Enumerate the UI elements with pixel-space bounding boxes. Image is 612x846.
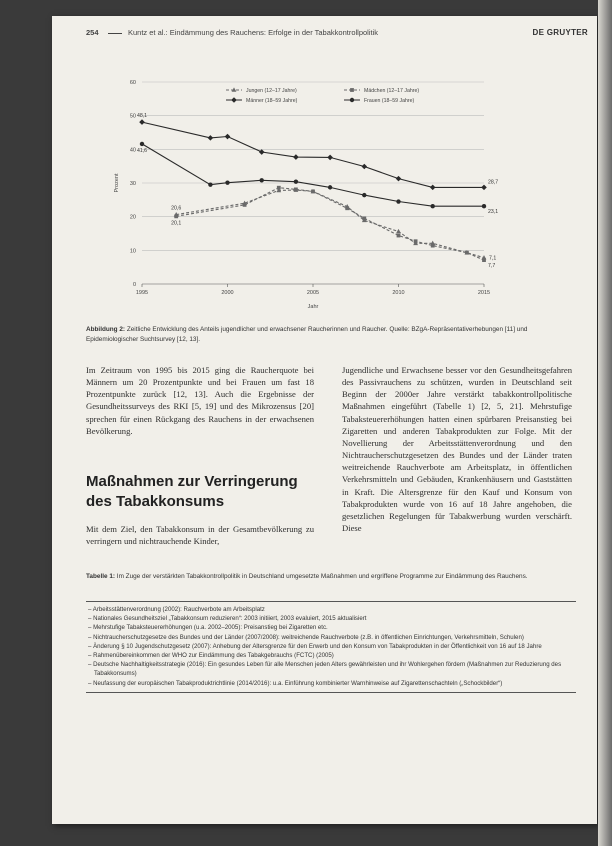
- data-point: [465, 251, 469, 255]
- series-line: [142, 144, 484, 206]
- figure-caption-label: Abbildung 2:: [86, 326, 126, 333]
- running-title: Kuntz et al.: Eindämmung des Rauchens: Erfolge in der Tabakkontrollpolitik: [128, 28, 379, 37]
- table-item: – Neufassung der europäischen Tabakproduktrichtlinie (2014/2016): u.a. Einführung kombinierter Warnhinweise auf Zigarettenschachteln („Schockbilder“): [86, 679, 576, 688]
- data-point: [482, 204, 486, 208]
- data-label: 23,1: [488, 209, 499, 216]
- table-caption-label: Tabelle 1:: [86, 573, 116, 580]
- table-item: – Deutsche Nachhaltigkeitsstrategie (2016): Ein gesundes Leben für alle Menschen jeden Alters gewährleisten und ihr Wohlergehen fördern (Maßnahmen zur Reduzierung des Tabakkonsums): [86, 660, 576, 678]
- legend-label: Männer (18–59 Jahre): [246, 98, 298, 104]
- data-label: 20,6: [171, 205, 182, 212]
- data-point: [260, 178, 264, 182]
- data-point: [140, 142, 144, 146]
- y-tick-label: 60: [129, 80, 136, 86]
- body-left-column-2: [86, 523, 314, 547]
- data-point: [396, 229, 401, 233]
- data-label: 48,1: [136, 113, 148, 120]
- data-label: 20,1: [171, 220, 182, 227]
- publisher-logo: DE GRUYTER: [532, 28, 588, 37]
- header-dash: [108, 33, 122, 34]
- data-point: [431, 204, 435, 208]
- data-point: [225, 180, 229, 184]
- table-item: – Änderung § 10 Jugendschutzgesetz (2007): Anhebung der Altersgrenze für den Erwerb und den Konsum von Tabakprodukten in der Öffentlichkeit von 16 auf 18 Jahre: [86, 642, 576, 651]
- book-page-edge: [598, 0, 612, 846]
- x-tick-label: 2010: [392, 290, 405, 296]
- data-point: [139, 119, 145, 125]
- data-point: [294, 179, 298, 183]
- data-point: [362, 164, 368, 170]
- line-chart: [76, 60, 499, 314]
- data-label: 7,1: [489, 255, 497, 262]
- data-point: [327, 155, 333, 161]
- x-tick-label: 2000: [221, 290, 234, 296]
- y-tick-label: 0: [132, 282, 136, 288]
- data-point: [208, 182, 212, 186]
- table-item: – Mehrstufige Tabaksteuererhöhungen (u.a. 2002–2005): Preisanstieg bei Zigaretten etc.: [86, 623, 576, 632]
- table-item: – Arbeitsstättenverordnung (2002): Rauchverbote am Arbeitsplatz: [86, 605, 576, 614]
- x-tick-label: 2015: [477, 290, 491, 296]
- measures-table: [86, 601, 576, 693]
- body-paragraph: Jugendliche und Erwachsene besser vor den Gesundheitsgefahren des Passivrauchens zu schützen, wurden in Deutschland seit Beginn der 2000er Jahre verstärkt tabakkontrollpolitische Maßnahmen eingeführt (Tabelle 1) [2, 5, 21]. Mehrstufige Tabaksteuererhöhungen hatten einen spürbaren Preisanstieg bei Zigaretten und anderen Tabakprodukten zur Folge. Mit der Novellierung der Arbeitsstättenverordnung und den Nichtraucherschutzgesetzen des Bundes und der Länder traten weitreichende Rauchverbote am Arbeitsplatz, in öffentlichen Verkehrsmitteln und Gebäuden, Krankenhäusern und Gaststätten in Kraft. Die Altersgrenze für den Kauf und Konsum von Tabakprodukten wurde von 16 auf 18 Jahre angehoben, die gesetzlichen Regelungen für Tabakwerbung wurden verschärft. Diese: [342, 365, 572, 534]
- body-left-column-1: [86, 364, 314, 437]
- body-paragraph: Mit dem Ziel, den Tabakkonsum in der Gesamtbevölkerung zu verringern und nichtrauchende Kinder,: [86, 524, 314, 547]
- data-point: [311, 190, 315, 194]
- data-point: [397, 234, 401, 238]
- x-axis-label: Jahr: [307, 304, 319, 310]
- series-line: [142, 122, 484, 187]
- data-point: [328, 185, 332, 189]
- data-point: [243, 203, 247, 207]
- data-point: [481, 185, 487, 191]
- data-point: [259, 149, 265, 155]
- y-tick-label: 20: [129, 214, 136, 221]
- legend-marker: [350, 88, 354, 92]
- table-caption: [86, 572, 576, 582]
- data-point: [414, 239, 418, 243]
- x-tick-label: 2005: [306, 290, 320, 296]
- data-point: [277, 186, 281, 190]
- y-tick-label: 30: [129, 181, 136, 187]
- body-paragraph: Im Zeitraum von 1995 bis 2015 ging die Raucherquote bei Männern um 20 Prozentpunkte und bei Frauen um fast 18 Prozentpunkte zurück [12, 13]. Auch die Ergebnisse der Gesundheitssurveys des RKI [5, 19] und des Mikrozensus [20] sprechen für einen Rückgang des Rauchens in der erwachsenen Bevölkerung.: [86, 365, 314, 436]
- data-point: [431, 244, 435, 248]
- figure-caption: [86, 325, 556, 344]
- data-point: [396, 199, 400, 203]
- figure-chart: [76, 60, 499, 314]
- y-tick-label: 50: [129, 113, 136, 120]
- data-point: [345, 206, 349, 210]
- table-caption-text: Im Zuge der verstärkten Tabakkontrollpolitik in Deutschland umgesetzte Maßnahmen und ergriffene Programme zur Eindämmung des Rauchens.: [116, 573, 528, 580]
- x-tick-label: 1995: [135, 290, 149, 296]
- y-tick-label: 10: [129, 248, 136, 255]
- table-item: – Nichtraucherschutzgesetze des Bundes und der Länder (2007/2008): weitreichende Rauchverbote (z.B. in öffentlichen Einrichtungen, Verkehrsmitteln, Schulen): [86, 633, 576, 642]
- page-number: 254: [86, 28, 99, 37]
- data-point: [430, 185, 436, 191]
- table-item: – Nationales Gesundheitsziel „Tabakkonsum reduzieren“: 2003 initiiert, 2003 evaluiert, 2015 aktualisiert: [86, 614, 576, 623]
- data-point: [293, 154, 299, 160]
- data-point: [208, 135, 214, 141]
- data-point: [482, 258, 486, 262]
- series-line: [176, 188, 484, 260]
- figure-caption-text: Zeitliche Entwicklung des Anteils jugendlicher und erwachsener Raucherinnen und Raucher. Quelle: BZgA-Repräsentativerhebungen [11] und Epidemiologischer Suchtsurvey [12, 13].: [86, 326, 528, 343]
- legend-marker: [350, 98, 354, 102]
- data-label: 41,6: [136, 147, 148, 154]
- legend-label: Jungen (12–17 Jahre): [246, 88, 297, 94]
- data-point: [294, 187, 298, 191]
- data-label: 7,7: [488, 263, 496, 270]
- y-axis-label: Prozent: [114, 173, 120, 193]
- section-heading: Maßnahmen zur Verringerung des Tabakkonsums: [86, 473, 298, 510]
- data-point: [362, 216, 366, 220]
- y-tick-label: 40: [129, 147, 136, 154]
- document-page: [52, 16, 597, 824]
- legend-label: Frauen (18–59 Jahre): [364, 98, 415, 104]
- running-head: [86, 28, 588, 40]
- table-item: – Rahmenübereinkommen der WHO zur Eindämmung des Tabakgebrauchs (FCTC) (2005): [86, 651, 576, 660]
- legend-label: Mädchen (12–17 Jahre): [364, 88, 420, 94]
- data-point: [225, 134, 231, 140]
- body-right-column: [342, 364, 572, 534]
- legend-marker: [231, 97, 237, 103]
- data-point: [396, 176, 402, 182]
- data-point: [174, 214, 178, 218]
- data-point: [362, 193, 366, 197]
- data-label: 28,7: [488, 179, 499, 186]
- measures-list: [86, 605, 576, 688]
